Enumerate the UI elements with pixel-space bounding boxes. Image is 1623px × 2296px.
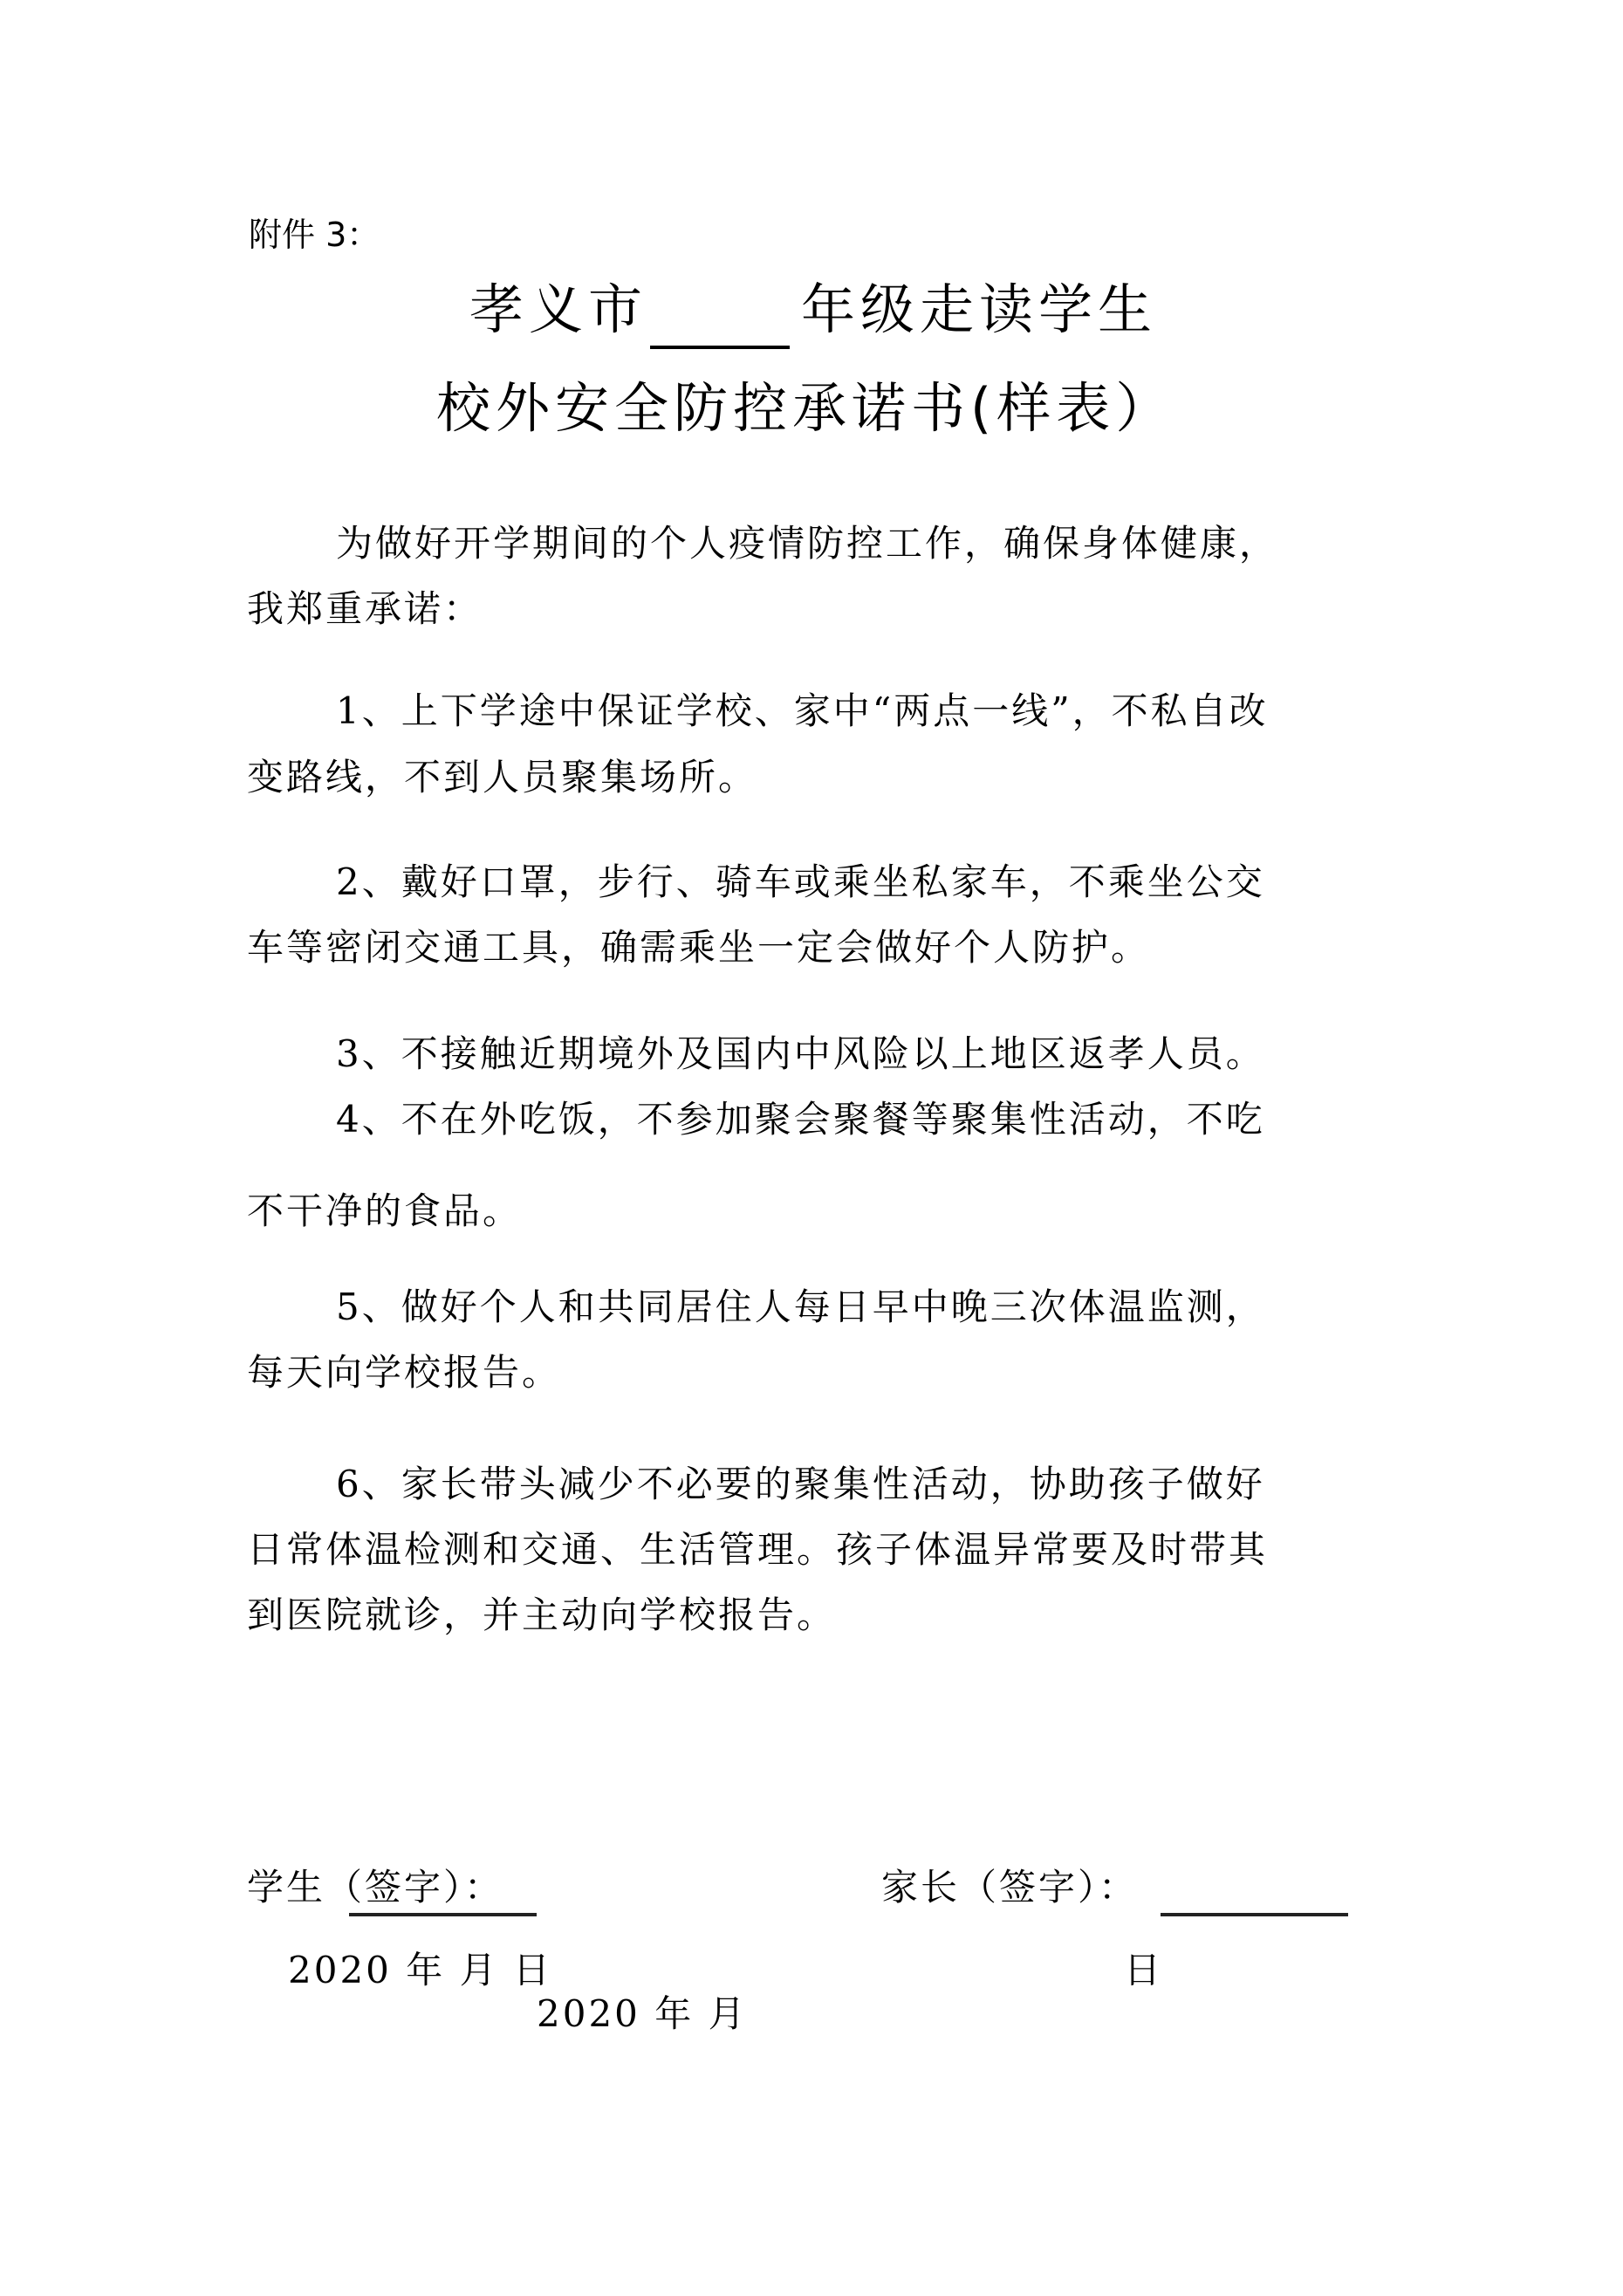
title-city: 孝义市 xyxy=(469,278,648,341)
item-2-line-1: 2、戴好口罩，步行、骑车或乘坐私家车，不乘坐公交 xyxy=(336,860,1265,903)
item-5-line-2: 每天向学校报告。 xyxy=(247,1351,562,1394)
title-grade-students: 年级走读学生 xyxy=(801,278,1158,341)
grade-blank-line xyxy=(650,346,790,349)
parent-date-year-month: 2020 年 月 xyxy=(537,1992,748,2035)
parent-signature-label: 家长（签字）： xyxy=(881,1866,1139,1909)
item-4-line-2: 不干净的食品。 xyxy=(247,1189,523,1232)
intro-line-1: 为做好开学期间的个人疫情防控工作，确保身体健康， xyxy=(336,522,1279,565)
student-signature-label: 学生（签字）： xyxy=(247,1866,504,1909)
item-4-line-1: 4、不在外吃饭，不参加聚会聚餐等聚集性活动，不吃 xyxy=(336,1098,1265,1141)
item-6-line-1: 6、家长带头减少不必要的聚集性活动，协助孩子做好 xyxy=(336,1463,1265,1505)
item-1-line-1: 1、上下学途中保证学校、家中“两点一线”，不私自改 xyxy=(336,689,1269,732)
parent-signature-line[interactable] xyxy=(1161,1913,1348,1916)
item-3-line-1: 3、不接触近期境外及国内中风险以上地区返孝人员。 xyxy=(336,1032,1265,1075)
attachment-label: 附件 3： xyxy=(249,216,380,254)
parent-date-day: 日 xyxy=(1124,1949,1164,1991)
student-date: 2020 年 月 日 xyxy=(288,1949,552,1991)
item-1-line-2: 变路线，不到人员聚集场所。 xyxy=(247,756,758,798)
intro-line-2: 我郑重承诺： xyxy=(247,587,483,630)
item-2-line-2: 车等密闭交通工具，确需乘坐一定会做好个人防护。 xyxy=(247,926,1151,969)
item-6-line-2: 日常体温检测和交通、生活管理。孩子体温异常要及时带其 xyxy=(247,1528,1269,1571)
item-6-line-3: 到医院就诊，并主动向学校报告。 xyxy=(247,1593,837,1636)
item-5-line-1: 5、做好个人和共同居住人每日早中晚三次体温监测， xyxy=(336,1285,1265,1328)
student-signature-line[interactable] xyxy=(349,1913,537,1916)
title-pledge: 校外安全防控承诺书(样表） xyxy=(436,376,1175,440)
